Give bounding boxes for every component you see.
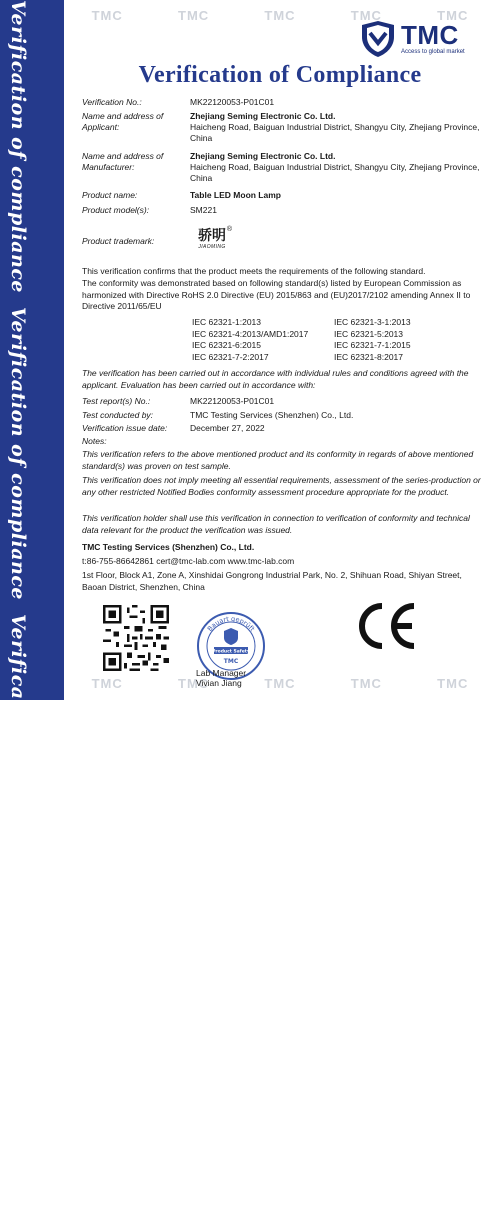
note-3: This verification holder shall use this verification in connection to verification of conformity and technical data relevant for the product the verification was issued.: [82, 513, 470, 535]
standard-item: IEC 62321-6:2015: [192, 340, 261, 350]
side-band: [0, 0, 64, 1214]
standard-item: IEC 62321-1:2013: [192, 317, 261, 327]
svg-text:Product Safety: Product Safety: [212, 649, 250, 655]
company-name: TMC Testing Services (Shenzhen) Co., Ltd.: [82, 542, 255, 552]
standard-item: IEC 62321-7-1:2015: [334, 340, 411, 350]
svg-text:Bauart geprüft: Bauart geprüft: [205, 614, 257, 633]
shield-icon: [224, 628, 238, 645]
conformity-basis: The conformity was demonstrated based on following standard(s) listed by European Commission as harmonized with Directive RoHS 2.0 Directive (EU) 2015/863 and (EU)2017/2102 amending Annex II to Directive 2011/65/EU: [82, 278, 471, 311]
standards-list: [192, 317, 482, 363]
trademark-logo: 骄明 JIAOMING ®: [198, 226, 232, 250]
standard-item: IEC 62321-4:2013/AMD1:2017: [192, 328, 309, 339]
notes-heading: Notes:: [82, 436, 107, 446]
conformity-statement: This verification confirms that the product meets the requirements of the following standard.: [82, 266, 426, 276]
qr-code: [103, 605, 169, 671]
standard-item: IEC 62321-3-1:2013: [334, 317, 411, 327]
company-contact: t:86-755-86642861 cert@tmc-lab.com www.tmc-lab.com: [82, 556, 295, 566]
svg-text:TMC: TMC: [223, 658, 239, 665]
ce-mark-icon: [352, 600, 422, 652]
note-1: This verification refers to the above mentioned product and its conformity in regards of above mentioned standard(s) was proven on test sample.: [82, 449, 474, 471]
tmc-shield-icon: [358, 19, 398, 59]
watermark-row-bottom: TMC TMC TMC TMC TMC: [91, 676, 469, 691]
signer-role: Lab Manager: [196, 668, 247, 678]
tmc-logo: [358, 18, 478, 60]
side-band-text: Verification of compliance Verification of compliance Verification of compliance Verification of compliance: [7, 0, 29, 1214]
note-2: This verification does not imply meeting all essential requirements, assessment of the series-production or any other restricted Notified Bodies conformity assessment procedure appropriate for the product.: [82, 475, 481, 497]
page-title: Verification of Compliance: [138, 62, 422, 88]
logo-tagline: Access to global market: [401, 49, 465, 55]
signer-block: [196, 668, 286, 688]
watermark-row: TMC TMC TMC TMC TMC: [91, 8, 469, 23]
signer-name: Vivian Jiang: [196, 678, 242, 688]
logo-name: TMC: [401, 20, 459, 50]
company-address: 1st Floor, Block A1, Zone A, Xinshidai Gongrong Industrial Park, No. 2, Shihuan Road, Shiyan Street, Baoan District, Shenzhen, China: [82, 570, 462, 592]
evaluation-note: The verification has been carried out in accordance with individual rules and conditions agreed with the applicant. Evaluation has been carried out in accordance with:: [82, 368, 469, 390]
standard-item: IEC 62321-5:2013: [334, 328, 403, 339]
standard-item: IEC 62321-7-2:2017: [192, 351, 269, 362]
standard-item: IEC 62321-8:2017: [334, 351, 403, 362]
